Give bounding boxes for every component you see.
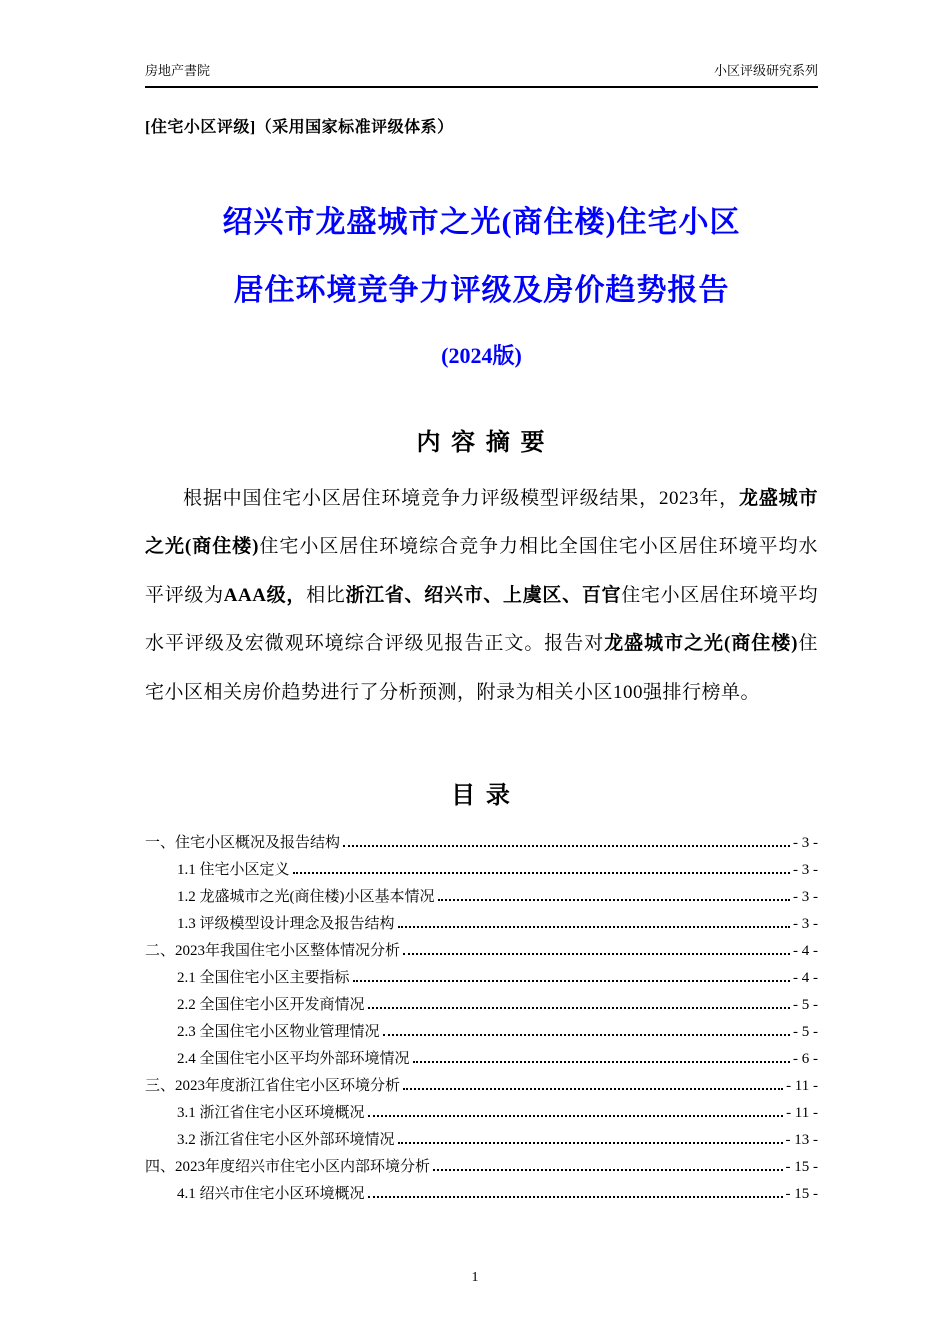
toc-leader-dots: [368, 1196, 783, 1198]
toc-entry-title: 一、住宅小区概况及报告结构: [145, 835, 341, 852]
report-title: [145, 189, 818, 325]
toc-leader-dots: [398, 1142, 783, 1144]
toc-entry-title: 3.2 浙江省住宅小区外部环境情况: [177, 1132, 395, 1149]
toc-heading: 目 录: [451, 782, 512, 810]
toc-entry-page: - 11 -: [786, 1078, 818, 1095]
toc-entry-page: - 5 -: [793, 997, 818, 1014]
toc-entry-title: 三、2023年度浙江省住宅小区环境分析: [145, 1078, 401, 1095]
toc-leader-dots: [403, 953, 790, 955]
summary-segment: AAA级，: [223, 584, 307, 606]
page-number: 1: [471, 1270, 479, 1285]
toc-leader-dots: [368, 1115, 784, 1117]
toc-entry-title: 1.1 住宅小区定义: [177, 862, 290, 879]
toc-leader-dots: [403, 1088, 783, 1090]
toc-entry-page: - 3 -: [793, 916, 818, 933]
toc-entry-title: 四、2023年度绍兴市住宅小区内部环境分析: [145, 1159, 431, 1176]
toc-leader-dots: [343, 845, 790, 847]
toc-entry-page: - 3 -: [793, 862, 818, 879]
header-left-text: 房地产書院: [145, 63, 211, 78]
toc-entry: [145, 1019, 818, 1046]
summary-segment: 住宅小区居住环境平均水平评级及宏微观环境综合评级见报告正文。报告对: [145, 584, 818, 655]
toc-entry: [145, 992, 818, 1019]
toc-entry-title: 3.1 浙江省住宅小区环境概况: [177, 1105, 365, 1122]
summary-segment: 相比: [306, 584, 346, 606]
report-series-tagline: [住宅小区评级]（采用国家标准评级体系）: [145, 119, 454, 136]
toc-leader-dots: [383, 1034, 790, 1036]
toc-entry-title: 1.3 评级模型设计理念及报告结构: [177, 916, 395, 933]
toc-entry: [145, 857, 818, 884]
toc-entry-title: 2.1 全国住宅小区主要指标: [177, 970, 350, 987]
summary-segment: 住宅小区相关房价趋势进行了分析预测，附录为相关小区100强排行榜单。: [145, 633, 818, 703]
summary-segment: 浙江省、绍兴市、上虞区、百官: [345, 584, 622, 606]
toc-entry-page: - 4 -: [793, 943, 818, 960]
toc-entry-title: 2.4 全国住宅小区平均外部环境情况: [177, 1051, 410, 1068]
toc-entry-page: - 3 -: [793, 835, 818, 852]
toc-leader-dots: [413, 1061, 790, 1063]
toc-leader-dots: [353, 980, 790, 982]
toc-entry: [145, 830, 818, 857]
summary-segment: 住宅小区居住环境综合竞争力相比全国住宅小区居住环境平均水平评级为: [145, 536, 818, 606]
toc-entry-title: 4.1 绍兴市住宅小区环境概况: [177, 1186, 365, 1203]
toc-entry-page: - 15 -: [785, 1159, 818, 1176]
toc-leader-dots: [368, 1007, 790, 1009]
toc-entry: [145, 1046, 818, 1073]
summary-segment: 根据中国住宅小区居住环境竞争力评级模型评级结果，2023年，: [183, 488, 739, 509]
toc-entry-page: - 5 -: [793, 1024, 818, 1041]
summary-heading: 内 容 摘 要: [416, 429, 547, 456]
toc-entry: [145, 1181, 818, 1208]
toc-entry-title: 1.2 龙盛城市之光(商住楼)小区基本情况: [177, 889, 435, 906]
toc-entry-page: - 11 -: [786, 1105, 818, 1122]
toc-entry: [145, 965, 818, 992]
toc-entry: [145, 1073, 818, 1100]
header-right-text: 小区评级研究系列: [713, 63, 818, 78]
summary-segment: 龙盛城市之光(商住楼): [145, 488, 818, 558]
report-title-line1: 绍兴市龙盛城市之光(商住楼)住宅小区: [222, 206, 741, 239]
toc-entry: [145, 1154, 818, 1181]
toc-entry: [145, 884, 818, 911]
toc-entry: [145, 1127, 818, 1154]
summary-paragraph: [145, 475, 818, 717]
toc-leader-dots: [293, 872, 790, 874]
report-edition: (2024版): [441, 343, 522, 368]
toc-entry-page: - 3 -: [793, 889, 818, 906]
toc-entry: [145, 938, 818, 965]
toc-entry-page: - 13 -: [785, 1132, 818, 1149]
toc-entry-page: - 15 -: [785, 1186, 818, 1203]
report-title-line2: 居住环境竞争力评级及房价趋势报告: [233, 274, 730, 307]
toc-entry-page: - 6 -: [793, 1051, 818, 1068]
toc-leader-dots: [433, 1169, 782, 1171]
page-header: [145, 60, 818, 88]
toc-entry-title: 2.2 全国住宅小区开发商情况: [177, 997, 365, 1014]
toc-entry: [145, 911, 818, 938]
toc-leader-dots: [438, 899, 791, 901]
toc-entry: [145, 1100, 818, 1127]
toc-leader-dots: [398, 926, 790, 928]
toc-list: [145, 830, 818, 1208]
toc-entry-title: 二、2023年我国住宅小区整体情况分析: [145, 943, 401, 960]
toc-entry-page: - 4 -: [793, 970, 818, 987]
summary-segment: 龙盛城市之光(商住楼): [604, 633, 799, 655]
toc-entry-title: 2.3 全国住宅小区物业管理情况: [177, 1024, 380, 1041]
